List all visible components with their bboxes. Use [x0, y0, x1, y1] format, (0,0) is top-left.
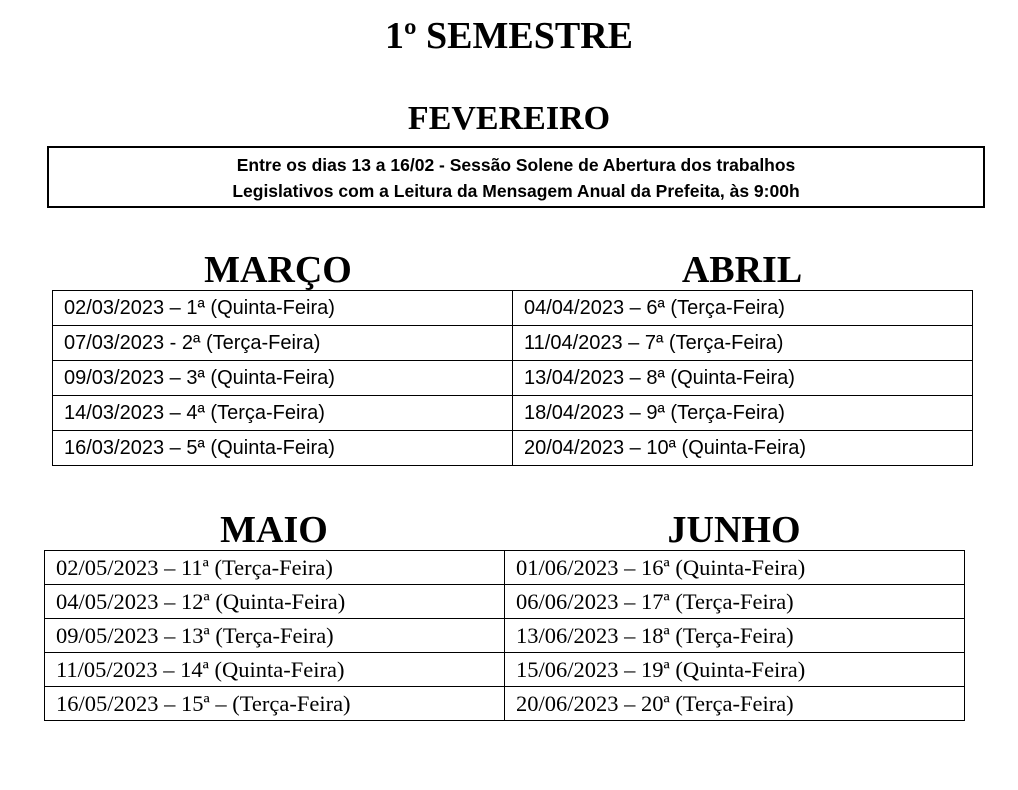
month-title-april: ABRIL	[681, 249, 803, 291]
month-title-march: MARÇO	[204, 249, 352, 291]
june-session-1: 01/06/2023 – 16ª (Quinta-Feira)	[505, 551, 965, 585]
june-session-2: 06/06/2023 – 17ª (Terça-Feira)	[505, 585, 965, 619]
table-row	[45, 653, 965, 687]
june-session-3: 13/06/2023 – 18ª (Terça-Feira)	[505, 619, 965, 653]
march-session-2: 07/03/2023 - 2ª (Terça-Feira)	[53, 326, 513, 361]
february-notice-box	[47, 146, 985, 208]
table-row	[45, 585, 965, 619]
may-session-2: 04/05/2023 – 12ª (Quinta-Feira)	[45, 585, 505, 619]
june-session-4: 15/06/2023 – 19ª (Quinta-Feira)	[505, 653, 965, 687]
month-title-may: MAIO	[220, 509, 328, 551]
table-row	[45, 687, 965, 721]
march-session-1: 02/03/2023 – 1ª (Quinta-Feira)	[53, 291, 513, 326]
may-june-table	[44, 550, 965, 721]
table-row	[53, 326, 973, 361]
page-title: 1º SEMESTRE	[384, 15, 633, 57]
month-title-june: JUNHO	[667, 509, 801, 551]
month-title-february: FEVEREIRO	[407, 100, 611, 137]
table-row	[45, 619, 965, 653]
may-session-1: 02/05/2023 – 11ª (Terça-Feira)	[45, 551, 505, 585]
table-row	[53, 431, 973, 466]
april-session-3: 13/04/2023 – 8ª (Quinta-Feira)	[513, 361, 973, 396]
march-april-table	[52, 290, 973, 466]
notice-line-1: Entre os dias 13 a 16/02 - Sessão Solene de Abertura dos trabalhos	[236, 155, 796, 175]
notice-line-2: Legislativos com a Leitura da Mensagem Anual da Prefeita, às 9:00h	[232, 181, 800, 201]
april-session-1: 04/04/2023 – 6ª (Terça-Feira)	[513, 291, 973, 326]
june-session-5: 20/06/2023 – 20ª (Terça-Feira)	[505, 687, 965, 721]
may-session-4: 11/05/2023 – 14ª (Quinta-Feira)	[45, 653, 505, 687]
april-session-4: 18/04/2023 – 9ª (Terça-Feira)	[513, 396, 973, 431]
april-session-5: 20/04/2023 – 10ª (Quinta-Feira)	[513, 431, 973, 466]
march-session-3: 09/03/2023 – 3ª (Quinta-Feira)	[53, 361, 513, 396]
march-session-5: 16/03/2023 – 5ª (Quinta-Feira)	[53, 431, 513, 466]
table-row	[45, 551, 965, 585]
may-session-3: 09/05/2023 – 13ª (Terça-Feira)	[45, 619, 505, 653]
table-row	[53, 291, 973, 326]
table-row	[53, 361, 973, 396]
table-row	[53, 396, 973, 431]
april-session-2: 11/04/2023 – 7ª (Terça-Feira)	[513, 326, 973, 361]
march-session-4: 14/03/2023 – 4ª (Terça-Feira)	[53, 396, 513, 431]
may-session-5: 16/05/2023 – 15ª – (Terça-Feira)	[45, 687, 505, 721]
